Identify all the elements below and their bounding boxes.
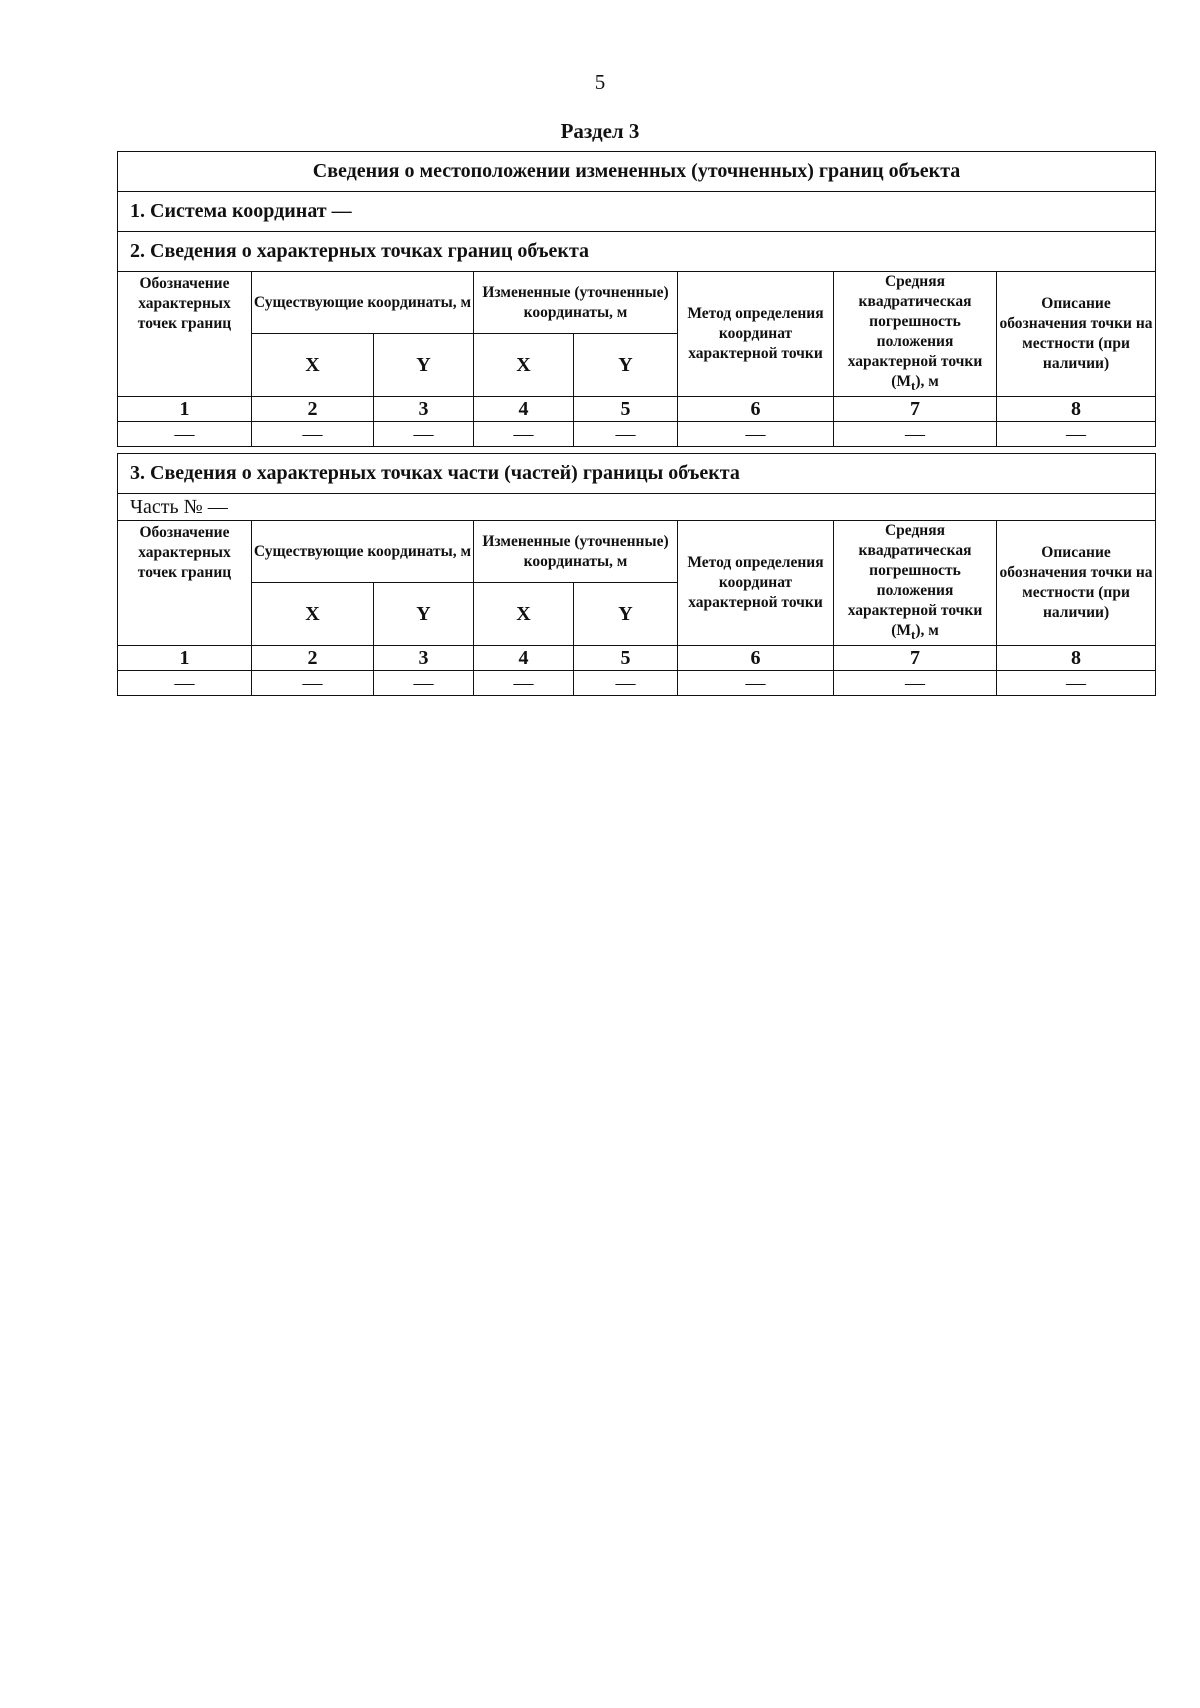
table-cell: —: [997, 671, 1156, 696]
col-number: 6: [678, 397, 834, 422]
header-error: Средняя квадратическая погрешность положения характерной точки $(M_t)$, м: [834, 272, 997, 397]
col-number: 7: [834, 397, 997, 422]
header-changed-y: Y: [574, 583, 678, 646]
header-description: Описание обозначения точки на местности (при наличии): [997, 272, 1156, 397]
col-number: 8: [997, 397, 1156, 422]
col-number: 7: [834, 646, 997, 671]
table-cell: —: [678, 422, 834, 447]
page-number: 5: [594, 70, 606, 94]
col-number: 2: [252, 397, 374, 422]
table-cell: —: [997, 422, 1156, 447]
table-cell: —: [678, 671, 834, 696]
col-number: 5: [574, 646, 678, 671]
col-number: 5: [574, 397, 678, 422]
table-title: Сведения о местоположении измененных (уточненных) границ объекта: [118, 152, 1156, 192]
header-changed-x: X: [474, 334, 574, 397]
coord-system-row: 1. Система координат —: [118, 192, 1156, 232]
table-row: [118, 422, 1156, 447]
header-error: Средняя квадратическая погрешность положения характерной точки $(M_t)$, м: [834, 521, 997, 646]
table-cell: —: [574, 422, 678, 447]
column-numbers-row: [118, 397, 1156, 422]
table-row: [118, 671, 1156, 696]
table-cell: —: [118, 671, 252, 696]
header-existing-x: X: [252, 334, 374, 397]
section-title: Раздел 3: [560, 119, 640, 143]
header-point-designation: Обозначение характерных точек границ: [118, 272, 252, 397]
col-number: 3: [374, 646, 474, 671]
points-section-title: 2. Сведения о характерных точках границ объекта: [118, 232, 1156, 272]
changed-boundaries-table: [117, 151, 1156, 447]
table-cell: —: [374, 422, 474, 447]
table-cell: —: [474, 671, 574, 696]
part-number-row: Часть № —: [118, 494, 1156, 521]
part-section-title: 3. Сведения о характерных точках части (частей) границы объекта: [118, 454, 1156, 494]
header-existing-x: X: [252, 583, 374, 646]
col-number: 4: [474, 646, 574, 671]
header-method: Метод определения координат характерной точки: [678, 521, 834, 646]
table-cell: —: [252, 422, 374, 447]
table-cell: —: [834, 671, 997, 696]
table-cell: —: [374, 671, 474, 696]
table-cell: —: [834, 422, 997, 447]
col-number: 6: [678, 646, 834, 671]
table-cell: —: [574, 671, 678, 696]
part-boundaries-table: [117, 453, 1156, 696]
col-number: 1: [118, 397, 252, 422]
header-method: Метод определения координат характерной точки: [678, 272, 834, 397]
header-existing-y: Y: [374, 583, 474, 646]
header-existing-coords: Существующие координаты, м: [252, 272, 474, 334]
header-changed-coords: Измененные (уточненные) координаты, м: [474, 272, 678, 334]
header-existing-y: Y: [374, 334, 474, 397]
header-description: Описание обозначения точки на местности (при наличии): [997, 521, 1156, 646]
table-cell: —: [474, 422, 574, 447]
header-changed-y: Y: [574, 334, 678, 397]
column-numbers-row: [118, 646, 1156, 671]
col-number: 3: [374, 397, 474, 422]
col-number: 8: [997, 646, 1156, 671]
col-number: 4: [474, 397, 574, 422]
header-point-designation: Обозначение характерных точек границ: [118, 521, 252, 646]
table-cell: —: [252, 671, 374, 696]
header-changed-coords: Измененные (уточненные) координаты, м: [474, 521, 678, 583]
col-number: 1: [118, 646, 252, 671]
header-changed-x: X: [474, 583, 574, 646]
col-number: 2: [252, 646, 374, 671]
header-existing-coords: Существующие координаты, м: [252, 521, 474, 583]
table-cell: —: [118, 422, 252, 447]
